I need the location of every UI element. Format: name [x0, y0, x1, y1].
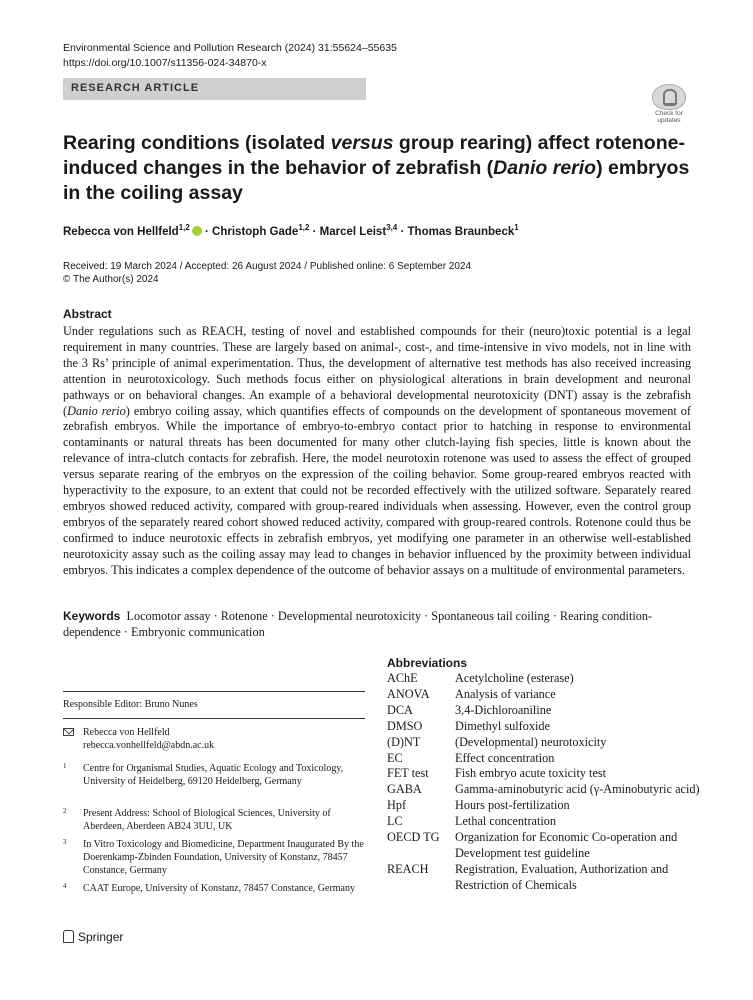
affiliation-number: 1: [63, 762, 67, 770]
springer-horse-icon: [63, 930, 74, 943]
abbreviation-term: (D)NT: [387, 734, 421, 749]
title-part-3: ) embryos in the coiling assay: [63, 157, 690, 204]
abstract-species-name: Danio rerio: [67, 403, 126, 418]
abbreviation-term: EC: [387, 750, 403, 765]
abbreviation-definition: Effect concentration: [455, 750, 555, 765]
author-separator: ·: [309, 225, 320, 238]
abbreviation-term: LC: [387, 814, 403, 829]
title-part-2: group rearing) affect rotenone-induced changes in the behavior of zebrafish (: [63, 132, 685, 179]
author-separator: ·: [201, 225, 213, 238]
abbreviation-row: [387, 751, 707, 767]
abstract-body: [63, 324, 691, 579]
abbreviation-definition: Dimethyl sulfoxide: [455, 718, 550, 733]
abbreviation-row: [387, 703, 707, 719]
author-separator: ·: [397, 225, 408, 238]
author-name[interactable]: Marcel Leist: [319, 225, 387, 238]
author-affiliation-sup: 1,2: [298, 223, 310, 232]
abbreviation-definition: Analysis of variance: [455, 686, 556, 701]
doi-link[interactable]: https://doi.org/10.1007/s11356-024-34870-x: [63, 57, 267, 69]
article-type-banner: [63, 78, 366, 100]
abbreviation-row: [387, 687, 707, 703]
abbreviation-row: [387, 782, 707, 798]
abbreviation-row: [387, 671, 707, 687]
abbreviation-row: [387, 735, 707, 751]
abbreviations-heading: Abbreviations: [387, 656, 468, 670]
abstract-text-b: ) embryo coiling assay, which quantifies effects of compounds on the development of spontaneous movement of zebrafish embryos. While the importance of embryo-to-embryo contact prior to hatching in response to environmental contaminants or natural threats has been documented for many other clutch-laying fish species, little is known about the relevance of intra-clutch contacts for zebrafish. Here, the model neurotoxin rotenone was used to assess the effect of grouped versus separate rearing of the embryos on the expression of the coiling behavior. Some group-reared embryos reacted with hyperactivity to the exposure, to an extent that could not be recorded effectively with the utilized software. Separately reared embryos showed reduced activity, compared with group-reared individuals when assessing. However, even the control group embryos of the separately reared cohort showed reduced activity, compared with group-reared controls. Rotenone could thus be confirmed to induce neurotoxic effects in zebrafish embryos, yet modifying one parameter in an otherwise well-established neurotoxicity assay such as the coiling assay may lead to changes in behavior influenced by the proximity between individual embryos. This indicates a complex dependence of the outcome of behavior assays on a multitude of environmental parameters.: [63, 403, 692, 577]
history-dates: Received: 19 March 2024 / Accepted: 26 August 2024 / Published online: 6 September 2024: [63, 261, 472, 272]
abbreviation-row: [387, 830, 707, 862]
correspondence-name: Rebecca von Hellfeld: [83, 727, 170, 738]
affiliation-text: Present Address: School of Biological Sciences, University of Aberdeen, Aberdeen AB24 3UU, UK: [83, 808, 331, 832]
abbreviation-term: ANOVA: [387, 686, 430, 701]
check-for-updates-label: Check for updates: [655, 110, 683, 124]
keywords-label: Keywords: [63, 609, 121, 623]
affiliation-text: In Vitro Toxicology and Biomedicine, Department Inaugurated By the Doerenkamp-Zbinden Foundation, University of Konstanz, 78457 Constance, Germany: [83, 839, 364, 876]
footnote-divider: [63, 691, 365, 692]
abbreviation-row: [387, 719, 707, 735]
abbreviation-definition: Acetylcholine (esterase): [455, 671, 574, 685]
author-name[interactable]: Thomas Braunbeck: [407, 225, 515, 238]
abbreviation-term: OECD TG: [387, 830, 440, 845]
abbreviation-definition: Hours post-fertilization: [455, 798, 570, 813]
abbreviation-term: DMSO: [387, 718, 423, 733]
abbreviation-definition: 3,4-Dichloroaniline: [455, 702, 552, 717]
author-affiliation-sup: 1: [514, 223, 519, 232]
abbreviation-definition: Gamma-aminobutyric acid (γ-Aminobutyric acid): [455, 782, 700, 797]
affiliation-number: 4: [63, 882, 67, 890]
orcid-icon[interactable]: [192, 226, 202, 236]
abbreviation-row: [387, 798, 707, 814]
title-italic-2: Danio rerio: [493, 157, 597, 179]
author-list: [63, 223, 519, 238]
copyright: © The Author(s) 2024: [63, 274, 159, 285]
publication-dates: [63, 260, 471, 286]
abbreviation-row: [387, 862, 707, 894]
article-type-label: RESEARCH ARTICLE: [71, 82, 200, 94]
abbreviation-definition: Lethal concentration: [455, 814, 557, 829]
abbreviation-term: Hpf: [387, 798, 407, 813]
article-title: [63, 131, 703, 206]
title-italic-1: versus: [330, 132, 394, 154]
author-affiliation-sup: 1,2: [178, 223, 190, 232]
affiliation-number: 3: [63, 838, 67, 846]
abbreviation-row: [387, 814, 707, 830]
affiliation-number: 2: [63, 807, 67, 815]
author-name[interactable]: Christoph Gade: [212, 225, 299, 238]
abbreviation-definition: Registration, Evaluation, Authorization and Restriction of Chemicals: [455, 861, 669, 892]
keywords-text: Locomotor assay · Rotenone · Developmental neurotoxicity · Spontaneous tail coiling · Rearing condition-dependence · Embryonic communication: [63, 609, 653, 639]
abbreviation-term: REACH: [387, 861, 429, 876]
abbreviation-term: FET test: [387, 766, 429, 781]
check-for-updates-badge[interactable]: [650, 84, 688, 122]
abbreviation-term: GABA: [387, 782, 422, 797]
abbreviation-term: DCA: [387, 702, 413, 717]
abbreviation-definition: Organization for Economic Co-operation and Development test guideline: [455, 830, 678, 860]
responsible-editor: Responsible Editor: Bruno Nunes: [63, 699, 198, 710]
author-name[interactable]: Rebecca von Hellfeld: [63, 225, 179, 238]
journal-citation: Environmental Science and Pollution Research (2024) 31:55624–55635: [63, 42, 397, 54]
abbreviation-definition: (Developmental) neurotoxicity: [455, 734, 607, 749]
keywords: [63, 608, 691, 640]
author-affiliation-sup: 3,4: [386, 223, 398, 232]
publisher-logo: [63, 930, 123, 944]
footnote-divider: [63, 718, 365, 719]
journal-header: [63, 41, 397, 71]
abbreviation-term: AChE: [387, 671, 418, 685]
affiliation-text: CAAT Europe, University of Konstanz, 78457 Constance, Germany: [83, 883, 355, 894]
bookmark-icon: [652, 84, 686, 110]
abstract-text-a: Under regulations such as REACH, testing of novel and established compounds for their (neuro)toxic potential is a legal requirement in many countries. These are largely based on animal-, cost-, and time-intensive in vivo models, not in line with the 3 Rs’ principle of animal experimentation. Thus, the development of alternative test methods has also received increasing attention in neurotoxicology. Such methods focus either on physiological alterations in brain development and neuronal pathways or on behavioral changes. An example of a behavioral developmental neurotoxicity (DNT) assay is the zebrafish (: [63, 324, 691, 418]
abbreviation-definition: Fish embryo acute toxicity test: [455, 766, 607, 781]
correspondence-email[interactable]: rebecca.vonhellfeld@abdn.ac.uk: [83, 740, 215, 751]
abstract-heading: Abstract: [63, 307, 112, 321]
envelope-icon: [63, 728, 74, 736]
abbreviation-row: [387, 766, 707, 782]
abbreviations-list: [387, 671, 707, 894]
title-part-1: Rearing conditions (isolated: [63, 132, 331, 154]
publisher-name: Springer: [78, 930, 124, 944]
affiliation-text: Centre for Organismal Studies, Aquatic Ecology and Toxicology, University of Heidelberg, 69120 Heidelberg, Germany: [83, 763, 344, 787]
